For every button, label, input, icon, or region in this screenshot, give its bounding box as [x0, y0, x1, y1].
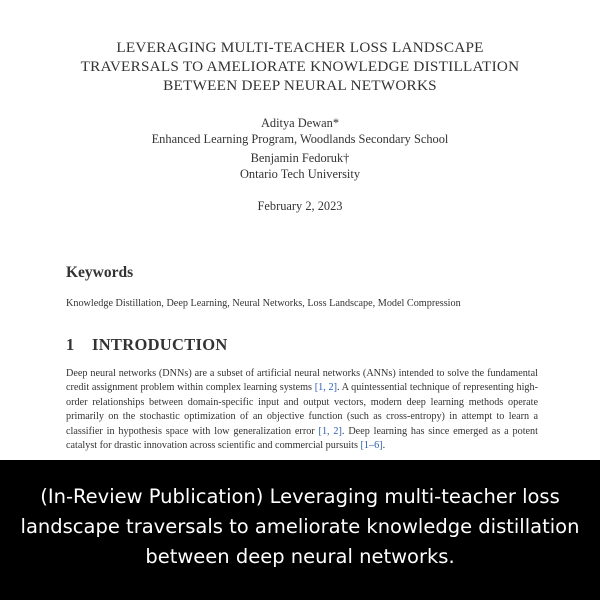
- author-name: Benjamin Fedoruk†: [250, 151, 350, 165]
- author-name: Aditya Dewan*: [260, 116, 340, 130]
- keywords-list: Knowledge Distillation, Deep Learning, Neural Networks, Loss Landscape, Model Compression: [66, 298, 461, 309]
- author-affiliation: Enhanced Learning Program, Woodlands Secondary School: [151, 132, 449, 146]
- keywords-heading: Keywords: [66, 264, 134, 281]
- intro-text: .: [382, 440, 386, 452]
- intro-text: . A quintessential technique of representing high-order relationships between domain-specific input and output vectors, modern deep learning methods operate primarily on the stochastic optimization of an objective function (such as cross-entropy) in attempt to learn a classifier in hypothesis space with low generalization error: [66, 382, 538, 437]
- paper-title-line: TRAVERSALS TO AMELIORATE KNOWLEDGE DISTILLATION: [80, 58, 520, 75]
- citation-link[interactable]: [1, 2]: [318, 425, 342, 437]
- paper-title-line: BETWEEN DEEP NEURAL NETWORKS: [163, 77, 437, 94]
- intro-text: Deep neural networks (DNNs) are a subset of artificial neural networks (ANNs) intended to solve the fundamental credit assignment problem within complex learning systems: [66, 368, 538, 394]
- author-affiliation: Ontario Tech University: [239, 167, 361, 181]
- citation-link[interactable]: [1, 2]: [314, 382, 337, 394]
- caption-text: (In-Review Publication) Leveraging multi-teacher loss landscape traversals to ameliorate knowledge distillation between deep neural networks.: [20, 485, 580, 568]
- intro-paragraph: [66, 367, 538, 453]
- intro-text: . Deep learning has since emerged as a potent catalyst for drastic innovation across scientific and commercial pursuits: [66, 425, 538, 452]
- section-heading: [66, 335, 228, 355]
- paper-title-line: LEVERAGING MULTI-TEACHER LOSS LANDSCAPE: [116, 39, 484, 56]
- paper-title: [40, 38, 560, 95]
- citation-link[interactable]: [1–6]: [360, 440, 383, 452]
- section-number: 1: [66, 335, 75, 354]
- paper-date: February 2, 2023: [257, 199, 343, 213]
- section-title: INTRODUCTION: [92, 335, 228, 354]
